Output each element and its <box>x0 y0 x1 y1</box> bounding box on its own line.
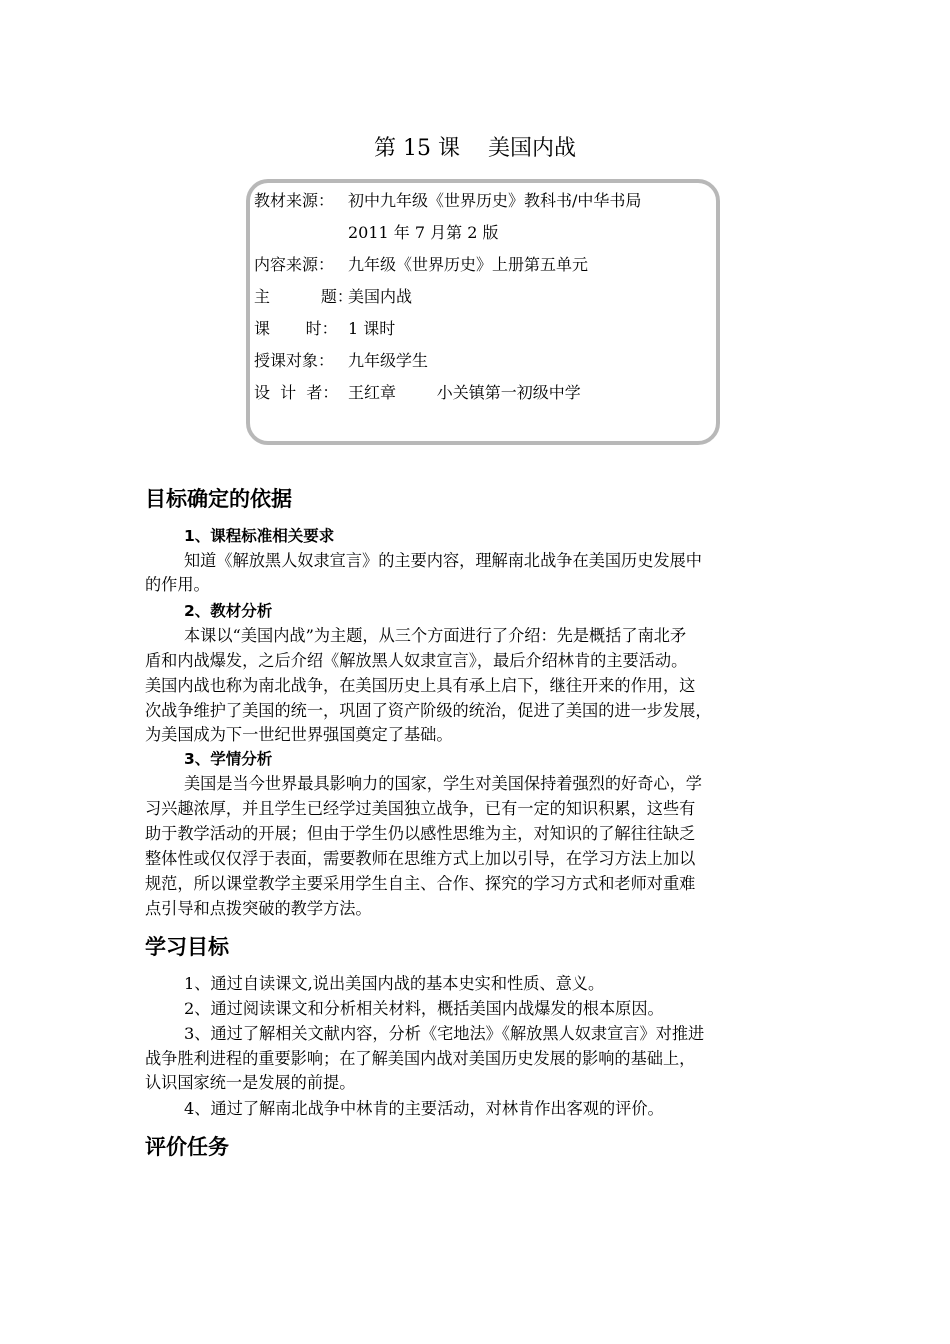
info-source-label: 教材来源： <box>254 191 335 210</box>
paragraph-line: 知道《解放黑人奴隶宣言》的主要内容，理解南北战争在美国历史发展中 <box>184 551 702 570</box>
paragraph-line: 为美国成为下一世纪世界强国奠定了基础。 <box>145 725 453 744</box>
subheading-curriculum: 1、课程标准相关要求 <box>184 527 335 545</box>
objective-line: 4、通过了解南北战争中林肯的主要活动，对林肯作出客观的评价。 <box>184 1099 664 1118</box>
info-audience-label: 授课对象： <box>254 351 335 370</box>
info-content-label: 内容来源： <box>254 255 335 274</box>
info-content-value: 九年级《世界历史》上册第五单元 <box>348 255 589 274</box>
section-heading-objectives: 学习目标 <box>145 935 229 959</box>
info-designer-value: 王红章 小关镇第一初级中学 <box>348 383 581 402</box>
info-topic-value: 美国内战 <box>348 287 413 306</box>
info-source <box>254 189 641 213</box>
info-source-edition: 2011 年 7 月第 2 版 <box>348 223 499 242</box>
info-designer <box>254 381 581 405</box>
info-audience <box>254 349 428 373</box>
info-source-value: 初中九年级《世界历史》教科书/中华书局 <box>348 191 642 210</box>
paragraph-line: 规范，所以课堂教学主要采用学生自主、合作、探究的学习方式和老师对重难 <box>145 874 696 893</box>
info-hours <box>254 317 395 341</box>
page-title: 第 15 课 美国内战 <box>374 136 576 161</box>
objective-line: 3、通过了解相关文献内容，分析《宅地法》《解放黑人奴隶宣言》对推进 <box>184 1024 705 1043</box>
paragraph-line: 的作用。 <box>145 575 210 594</box>
info-hours-label: 课 时： <box>254 319 338 338</box>
paragraph-line: 本课以“美国内战”为主题，从三个方面进行了介绍：先是概括了南北矛 <box>184 626 687 645</box>
paragraph-line: 美国是当今世界最具影响力的国家，学生对美国保持着强烈的好奇心，学 <box>184 774 702 793</box>
objective-line: 1、通过自读课文,说出美国内战的基本史实和性质、意义。 <box>184 974 605 993</box>
section-heading-basis: 目标确定的依据 <box>145 487 292 511</box>
info-audience-value: 九年级学生 <box>348 351 429 370</box>
info-hours-value: 1 课时 <box>348 319 396 338</box>
paragraph-line: 助于教学活动的开展；但由于学生仍以感性思维为主，对知识的了解往往缺乏 <box>145 824 696 843</box>
paragraph-line: 习兴趣浓厚，并且学生已经学过美国独立战争，已有一定的知识积累，这些有 <box>145 799 696 818</box>
objective-line: 2、通过阅读课文和分析相关材料，概括美国内战爆发的根本原因。 <box>184 999 664 1018</box>
paragraph-line: 整体性或仅仅浮于表面，需要教师在思维方式上加以引导，在学习方法上加以 <box>145 849 696 868</box>
info-topic-label: 主 题： <box>254 287 353 306</box>
info-designer-label: 设 计 者： <box>254 383 339 402</box>
section-heading-evaluation: 评价任务 <box>145 1135 229 1159</box>
lesson-info-box <box>246 179 720 445</box>
paragraph-line: 盾和内战爆发，之后介绍《解放黑人奴隶宣言》，最后介绍林肯的主要活动。 <box>145 651 688 670</box>
info-content <box>254 253 588 277</box>
subheading-students: 3、学情分析 <box>184 750 273 768</box>
paragraph-line: 次战争维护了美国的统一，巩固了资产阶级的统治，促进了美国的进一步发展， <box>145 701 712 720</box>
subheading-textbook: 2、教材分析 <box>184 602 273 620</box>
objective-line: 战争胜利进程的重要影响；在了解美国内战对美国历史发展的影响的基础上， <box>145 1049 696 1068</box>
paragraph-line: 点引导和点拨突破的教学方法。 <box>145 899 372 918</box>
paragraph-line: 美国内战也称为南北战争，在美国历史上具有承上启下，继往开来的作用，这 <box>145 676 696 695</box>
info-topic <box>254 285 412 309</box>
objective-line: 认识国家统一是发展的前提。 <box>145 1073 356 1092</box>
